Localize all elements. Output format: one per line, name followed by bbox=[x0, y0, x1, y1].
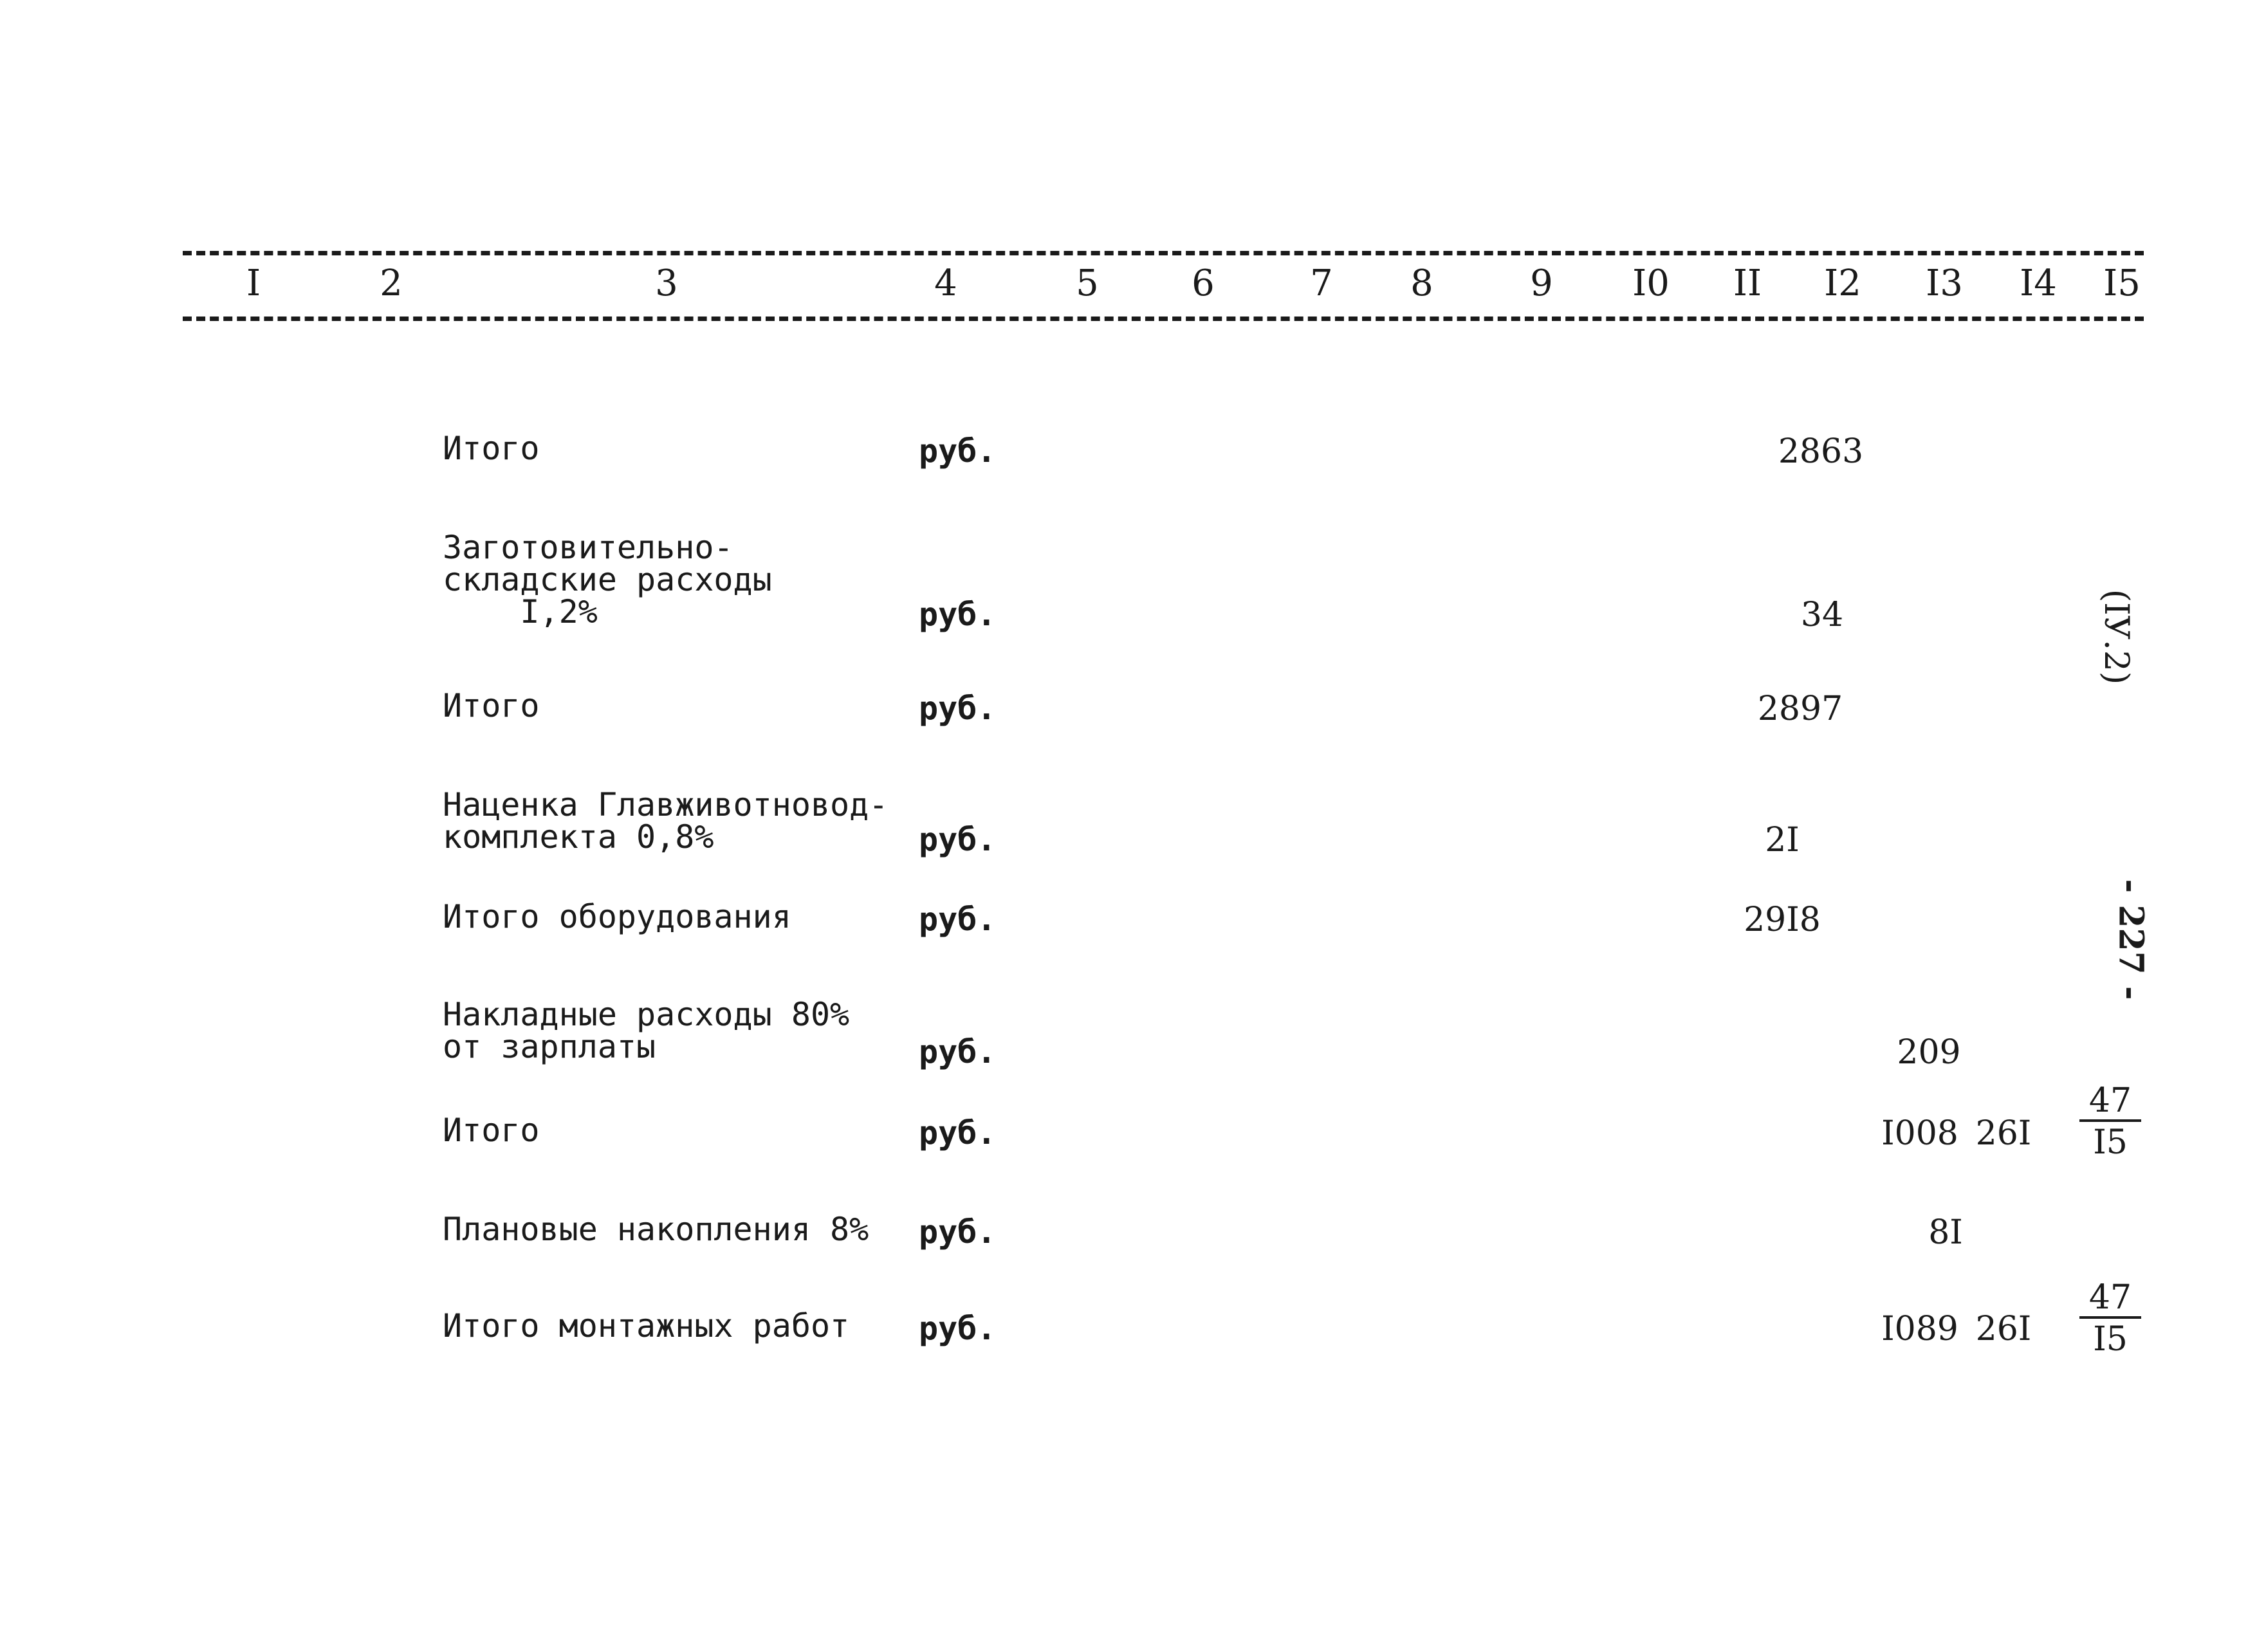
row-value-col12: 29I8 bbox=[1744, 901, 1821, 939]
header-bottom-rule bbox=[183, 317, 2144, 321]
column-header-14: I4 bbox=[2020, 262, 2057, 304]
row-unit: руб. bbox=[919, 1114, 997, 1152]
row-value-col13: I008 bbox=[1881, 1114, 1958, 1153]
column-header-12: I2 bbox=[1824, 262, 1861, 304]
row-value-col12: 2I bbox=[1765, 821, 1800, 859]
column-header-1: I bbox=[246, 262, 261, 304]
column-header-10: I0 bbox=[1632, 262, 1670, 304]
column-header-7: 7 bbox=[1310, 262, 1333, 304]
row-label: Наценка Главживотновод- комплекта 0,8% bbox=[443, 786, 889, 856]
row-unit: руб. bbox=[919, 1213, 997, 1251]
row-label: Плановые накопления 8% bbox=[443, 1211, 869, 1248]
row-label: Итого монтажных работ bbox=[443, 1307, 850, 1345]
row-unit: руб. bbox=[919, 596, 997, 633]
header-top-rule bbox=[183, 251, 2144, 255]
row-value-col14: 26I bbox=[1975, 1114, 2032, 1153]
fraction-denominator: I5 bbox=[2093, 1123, 2128, 1162]
row-unit: руб. bbox=[919, 821, 997, 858]
column-header-13: I3 bbox=[1926, 262, 1963, 304]
row-value-col12: 2863 bbox=[1778, 432, 1864, 471]
fraction-numerator: 47 bbox=[2079, 1279, 2141, 1319]
row-label: Итого bbox=[443, 687, 540, 724]
row-value-col15-fraction bbox=[2079, 1279, 2141, 1360]
fraction-denominator: I5 bbox=[2093, 1320, 2128, 1359]
column-header-8: 8 bbox=[1410, 262, 1433, 304]
column-header-15: I5 bbox=[2103, 262, 2141, 304]
row-value-col12: 2897 bbox=[1757, 690, 1843, 728]
row-value-col13: 8I bbox=[1928, 1213, 1963, 1252]
column-header-2: 2 bbox=[380, 262, 403, 304]
column-header-3: 3 bbox=[655, 262, 678, 304]
row-label: Итого bbox=[443, 1112, 540, 1149]
fraction-numerator: 47 bbox=[2079, 1082, 2141, 1122]
row-value-col12: 34 bbox=[1800, 596, 1844, 634]
row-unit: руб. bbox=[919, 1310, 997, 1347]
section-number: (IУ.2) bbox=[2097, 589, 2136, 685]
row-unit: руб. bbox=[919, 1033, 997, 1070]
column-header-6: 6 bbox=[1192, 262, 1215, 304]
column-header-9: 9 bbox=[1530, 262, 1553, 304]
row-value-col15-fraction bbox=[2079, 1082, 2141, 1163]
column-header-11: II bbox=[1733, 262, 1762, 304]
row-label: Итого оборудования bbox=[443, 898, 791, 935]
row-label: Заготовительно- складские расходы I,2% bbox=[443, 529, 772, 630]
row-label: Накладные расходы 80% от зарплаты bbox=[443, 996, 850, 1065]
column-header-4: 4 bbox=[934, 262, 957, 304]
row-value-col13: 209 bbox=[1897, 1033, 1961, 1072]
row-unit: руб. bbox=[919, 901, 997, 938]
row-unit: руб. bbox=[919, 690, 997, 727]
row-value-col13: I089 bbox=[1881, 1310, 1958, 1348]
page-number: - 227 - bbox=[2111, 879, 2151, 1000]
row-unit: руб. bbox=[919, 432, 997, 470]
column-header-5: 5 bbox=[1076, 262, 1099, 304]
row-value-col14: 26I bbox=[1975, 1310, 2032, 1348]
row-label: Итого bbox=[443, 430, 540, 467]
